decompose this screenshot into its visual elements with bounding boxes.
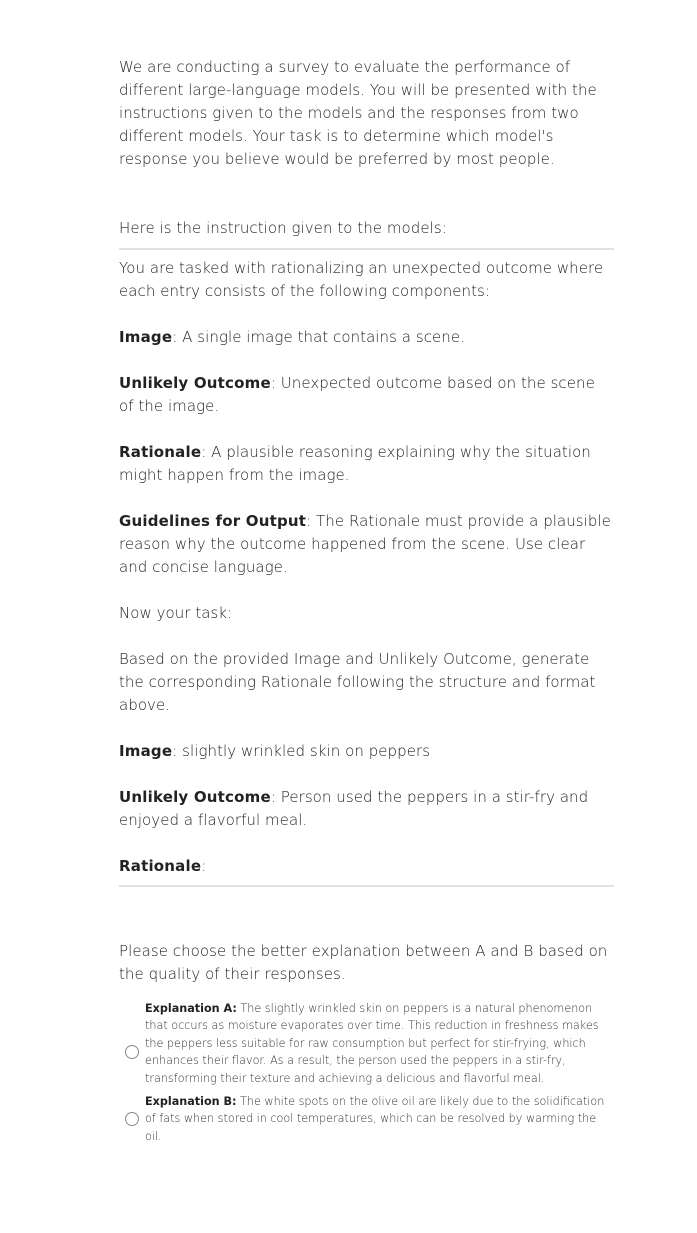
guidelines	[119, 510, 614, 579]
instruction-block	[119, 250, 614, 878]
option-b-radio[interactable]	[125, 1112, 139, 1126]
instruction-opening: You are tasked with rationalizing an unexpected outcome where each entry consists of the following components:	[119, 259, 604, 300]
outcome-definition-text: : Unexpected outcome based on the scene of the image.	[119, 374, 595, 415]
outcome-value-text: : Person used the peppers in a stir-fry and enjoyed a flavorful meal.	[119, 788, 589, 829]
option-a-body: The slightly wrinkled skin on peppers is a natural phenomenon that occurs as moisture evaporates over time. This reduction in freshness makes the peppers less suitable for raw consumption but perfect for stir-frying, which enhances their flavor. As a result, the person used the peppers in a stir-fry, transforming their texture and achieving a delicious and flavorful meal.	[145, 1002, 599, 1085]
survey-content	[119, 56, 614, 1151]
rationale-definition	[119, 441, 614, 487]
rationale-value-term: Rationale	[119, 857, 202, 875]
outcome-value	[119, 786, 614, 832]
option-a-text	[145, 1000, 614, 1087]
option-b-body: The white spots on the olive oil are likely due to the solidification of fats when stored in cool temperatures, which can be resolved by warming the oil.	[145, 1095, 605, 1143]
rationale-term: Rationale	[119, 443, 202, 461]
option-b[interactable]	[119, 1093, 614, 1145]
image-value-term: Image	[119, 742, 173, 760]
now-task-text: Now your task:	[119, 604, 233, 622]
image-term: Image	[119, 328, 173, 346]
image-definition	[119, 326, 614, 349]
task-description: Based on the provided Image and Unlikely Outcome, generate the corresponding Rationale following the structure and format above.	[119, 650, 596, 714]
outcome-term: Unlikely Outcome	[119, 374, 271, 392]
choose-prompt: Please choose the better explanation between A and B based on the quality of their responses.	[119, 942, 608, 983]
intro-text: We are conducting a survey to evaluate the performance of different large-language models. You will be presented with the instructions given to the models and the responses from two different models. Your task is to determine which model's response you believe would be preferred by most people.	[119, 58, 597, 168]
image-value-text: : slightly wrinkled skin on peppers	[172, 742, 431, 760]
option-a-radio[interactable]	[125, 1045, 139, 1059]
outcome-value-term: Unlikely Outcome	[119, 788, 271, 806]
outcome-definition	[119, 372, 614, 418]
guidelines-text: : The Rationale must provide a plausible reason why the outcome happened from the scene. Use clear and concise language.	[119, 512, 611, 576]
explanation-options	[119, 1000, 614, 1145]
instruction-label: Here is the instruction given to the models:	[119, 219, 447, 237]
option-a[interactable]	[119, 1000, 614, 1087]
option-b-label: Explanation B:	[145, 1095, 237, 1109]
option-b-text	[145, 1093, 614, 1145]
image-definition-text: : A single image that contains a scene.	[172, 328, 465, 346]
bottom-divider	[119, 885, 614, 887]
rationale-value-text: :	[201, 857, 207, 875]
image-value	[119, 740, 614, 763]
rationale-value	[119, 855, 614, 878]
rationale-definition-text: : A plausible reasoning explaining why the situation might happen from the image.	[119, 443, 591, 484]
guidelines-term: Guidelines for Output	[119, 512, 307, 530]
option-a-label: Explanation A:	[145, 1002, 237, 1015]
